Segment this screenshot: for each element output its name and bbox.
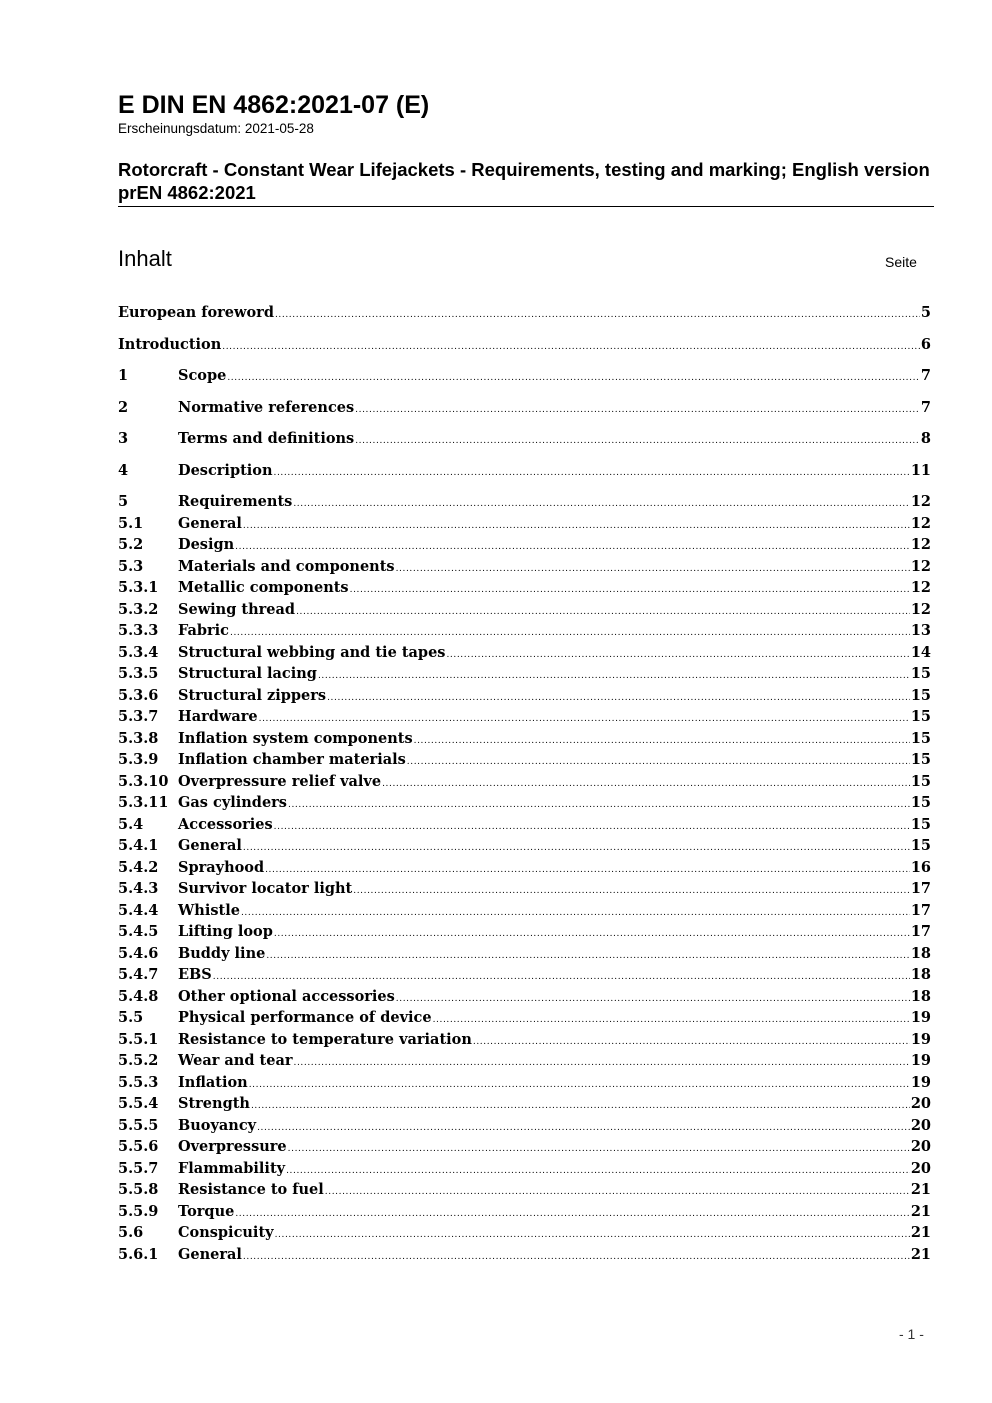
- toc-entry-page: 19: [910, 1030, 931, 1048]
- toc-entry-page: 5: [920, 304, 931, 321]
- toc-entry[interactable]: [118, 1179, 931, 1201]
- toc-dot-leader: [353, 879, 910, 903]
- toc-entry-number: 5.4.4: [118, 901, 159, 919]
- toc-entry[interactable]: [118, 706, 931, 728]
- document-id: E DIN EN 4862:2021-07 (E): [118, 91, 430, 119]
- table-of-contents: [118, 302, 931, 1265]
- toc-entry-number: 5.3.4: [118, 643, 159, 661]
- toc-entry-page: 6: [920, 335, 931, 353]
- toc-heading: Inhalt: [118, 246, 172, 271]
- toc-entry-number: 5.3.10: [118, 772, 169, 790]
- toc-entry-label: Lifting loop: [178, 923, 273, 940]
- toc-entry[interactable]: [118, 1115, 931, 1137]
- toc-entry[interactable]: [118, 792, 931, 814]
- toc-entry-page: 15: [910, 751, 931, 768]
- toc-entry-page: 8: [920, 430, 931, 447]
- toc-entry-page: 18: [910, 987, 931, 1005]
- toc-entry[interactable]: [118, 1158, 931, 1180]
- toc-dot-leader: [288, 1137, 910, 1161]
- toc-entry-label: Buoyancy: [178, 1116, 257, 1134]
- toc-entry-page: 17: [910, 901, 931, 919]
- toc-dot-leader: [433, 1008, 910, 1032]
- toc-entry-page: 19: [910, 1073, 931, 1091]
- toc-dot-leader: [288, 793, 910, 817]
- toc-entry[interactable]: [118, 728, 931, 750]
- toc-entry-label: Conspicuity: [178, 1224, 274, 1241]
- toc-entry[interactable]: [118, 943, 931, 965]
- toc-entry-number: 5.4.2: [118, 858, 159, 876]
- toc-entry-number: 5.3.3: [118, 622, 159, 639]
- toc-entry-label: General: [178, 514, 242, 532]
- toc-entry-label: EBS: [178, 966, 212, 983]
- toc-entry[interactable]: [118, 620, 931, 642]
- toc-entry-number: 5.1: [118, 514, 144, 532]
- toc-entry-page: 14: [910, 643, 931, 661]
- toc-entry-label: Other optional accessories: [178, 987, 395, 1005]
- toc-entry-label: General: [178, 837, 242, 854]
- toc-entry-page: 15: [910, 729, 931, 747]
- toc-entry[interactable]: [118, 900, 931, 922]
- toc-entry[interactable]: [118, 302, 931, 324]
- toc-dot-leader: [274, 815, 910, 839]
- toc-entry[interactable]: [118, 1136, 931, 1158]
- toc-entry-label: General: [178, 1245, 242, 1263]
- toc-entry-number: 5.3.6: [118, 686, 159, 704]
- toc-dot-leader: [446, 643, 909, 667]
- toc-entry-number: 5.5.2: [118, 1052, 159, 1069]
- toc-entry-label: Torque: [178, 1202, 235, 1220]
- toc-entry[interactable]: [118, 771, 931, 793]
- toc-entry-number: 5.5.6: [118, 1138, 159, 1155]
- toc-entry-label: Normative references: [178, 398, 355, 416]
- toc-entry-label: Flammability: [178, 1159, 286, 1177]
- toc-dot-leader: [407, 750, 910, 774]
- toc-entry[interactable]: [118, 577, 931, 599]
- toc-entry-number: 3: [118, 430, 129, 447]
- toc-dot-leader: [227, 366, 920, 390]
- toc-entry-label: Structural lacing: [178, 665, 317, 682]
- toc-entry-label: Fabric: [178, 622, 230, 639]
- toc-entry-label: Gas cylinders: [178, 794, 287, 811]
- toc-entry-page: 18: [910, 944, 931, 962]
- toc-entry[interactable]: [118, 491, 931, 513]
- toc-entry-number: 5.5.1: [118, 1030, 159, 1048]
- toc-entry-number: 5.3.9: [118, 751, 159, 768]
- toc-dot-leader: [382, 772, 910, 796]
- toc-dot-leader: [235, 1202, 909, 1226]
- toc-dot-leader: [414, 729, 910, 753]
- toc-entry-page: 12: [910, 579, 931, 596]
- toc-entry-number: 5.3.2: [118, 600, 159, 618]
- toc-entry-label: Resistance to fuel: [178, 1181, 324, 1198]
- toc-entry-number: 5.3.7: [118, 708, 159, 725]
- toc-entry[interactable]: [118, 1050, 931, 1072]
- toc-entry[interactable]: [118, 857, 931, 879]
- toc-entry-page: 16: [910, 858, 931, 876]
- toc-dot-leader: [396, 987, 910, 1011]
- toc-dot-leader: [243, 1245, 910, 1269]
- toc-entry[interactable]: [118, 1222, 931, 1244]
- toc-entry[interactable]: [118, 814, 931, 836]
- toc-entry-label: Strength: [178, 1095, 250, 1112]
- toc-page-column-label: Seite: [885, 254, 917, 270]
- toc-dot-leader: [243, 514, 910, 538]
- toc-entry-page: 15: [910, 815, 931, 833]
- toc-dot-leader: [318, 664, 910, 688]
- toc-dot-leader: [222, 335, 920, 359]
- toc-entry-page: 12: [910, 600, 931, 618]
- toc-entry-page: 7: [920, 367, 931, 384]
- toc-entry-page: 12: [910, 536, 931, 553]
- toc-dot-leader: [293, 492, 910, 516]
- publication-date: Erscheinungsdatum: 2021-05-28: [118, 121, 314, 136]
- toc-entry[interactable]: [118, 1072, 931, 1094]
- toc-entry-page: 11: [910, 461, 931, 479]
- toc-entry[interactable]: [118, 663, 931, 685]
- toc-entry-number: 5.3.5: [118, 665, 159, 682]
- toc-entry-number: 5.4.6: [118, 944, 159, 962]
- toc-entry[interactable]: [118, 365, 931, 387]
- toc-entry-label: Inflation: [178, 1073, 248, 1091]
- toc-entry-label: Sewing thread: [178, 600, 296, 618]
- toc-entry-page: 12: [910, 514, 931, 532]
- toc-entry-number: 5.5.3: [118, 1073, 159, 1091]
- toc-dot-leader: [355, 429, 920, 453]
- toc-entry-label: Overpressure relief valve: [178, 772, 382, 790]
- toc-entry-page: 15: [910, 837, 931, 854]
- toc-entry-label: Physical performance of device: [178, 1009, 432, 1026]
- toc-entry-number: 5.4: [118, 815, 144, 833]
- toc-entry[interactable]: [118, 534, 931, 556]
- toc-entry-label: Wear and tear: [178, 1052, 293, 1069]
- toc-entry-page: 21: [910, 1202, 931, 1220]
- toc-entry[interactable]: [118, 1201, 931, 1223]
- toc-dot-leader: [296, 600, 910, 624]
- toc-entry-page: 15: [910, 794, 931, 811]
- toc-entry[interactable]: [118, 334, 931, 356]
- page-number: - 1 -: [899, 1326, 924, 1342]
- toc-entry-number: 5.5.8: [118, 1181, 159, 1198]
- toc-dot-leader: [241, 901, 910, 925]
- toc-entry-label: Requirements: [178, 493, 293, 510]
- toc-entry-number: 5.5.9: [118, 1202, 159, 1220]
- toc-entry-number: 5.4.3: [118, 880, 159, 897]
- toc-entry[interactable]: [118, 921, 931, 943]
- toc-entry-number: 1: [118, 367, 129, 384]
- toc-dot-leader: [325, 1180, 910, 1204]
- toc-entry-page: 15: [910, 708, 931, 725]
- toc-entry-label: Buddy line: [178, 944, 266, 962]
- toc-entry-label: Whistle: [178, 901, 240, 919]
- toc-entry-number: 5.4.1: [118, 837, 159, 854]
- toc-entry-number: 5.2: [118, 536, 144, 553]
- toc-entry-number: 2: [118, 398, 129, 416]
- toc-entry[interactable]: [118, 835, 931, 857]
- toc-entry-label: Resistance to temperature variation: [178, 1030, 472, 1048]
- toc-entry-page: 21: [910, 1181, 931, 1198]
- title-divider: [118, 206, 934, 207]
- toc-dot-leader: [355, 398, 920, 422]
- toc-entry[interactable]: [118, 1093, 931, 1115]
- document-title: Rotorcraft - Constant Wear Lifejackets - Requirements, testing and marking; English version prEN 4862:2021: [118, 159, 930, 203]
- toc-entry-number: 5.5.4: [118, 1095, 159, 1112]
- toc-entry-page: 15: [910, 665, 931, 682]
- toc-entry-label: Structural webbing and tie tapes: [178, 643, 446, 661]
- toc-entry-number: 5: [118, 493, 129, 510]
- toc-entry-label: Sprayhood: [178, 858, 265, 876]
- toc-entry[interactable]: [118, 685, 931, 707]
- toc-entry-number: 5.5.7: [118, 1159, 159, 1177]
- toc-entry-number: 5.3.1: [118, 579, 159, 596]
- toc-entry-page: 12: [910, 493, 931, 510]
- toc-entry-page: 15: [910, 686, 931, 704]
- toc-dot-leader: [257, 1116, 910, 1140]
- toc-entry-number: 5.4.5: [118, 923, 159, 940]
- toc-entry[interactable]: [118, 878, 931, 900]
- toc-entry-page: 20: [910, 1159, 931, 1177]
- toc-entry[interactable]: [118, 1007, 931, 1029]
- toc-entry-label: Materials and components: [178, 557, 395, 575]
- toc-entry-page: 20: [910, 1116, 931, 1134]
- toc-dot-leader: [473, 1030, 910, 1054]
- toc-entry-label: Inflation chamber materials: [178, 751, 406, 768]
- toc-entry-label: Hardware: [178, 708, 258, 725]
- toc-dot-leader: [266, 944, 909, 968]
- toc-dot-leader: [251, 1094, 910, 1118]
- toc-entry-page: 17: [910, 923, 931, 940]
- toc-dot-leader: [243, 836, 910, 860]
- toc-entry-number: 5.3.11: [118, 794, 169, 811]
- toc-entry-page: 20: [910, 1095, 931, 1112]
- toc-dot-leader: [265, 858, 910, 882]
- toc-entry-number: 5.4.7: [118, 966, 159, 983]
- toc-dot-leader: [275, 303, 920, 327]
- toc-dot-leader: [294, 1051, 910, 1075]
- toc-dot-leader: [286, 1159, 910, 1183]
- toc-entry-page: 17: [910, 880, 931, 897]
- toc-entry-label: Inflation system components: [178, 729, 413, 747]
- toc-entry-number: 5.3: [118, 557, 144, 575]
- toc-entry-page: 19: [910, 1009, 931, 1026]
- toc-entry-label: European foreword: [118, 304, 274, 321]
- toc-entry[interactable]: [118, 428, 931, 450]
- toc-entry-page: 21: [910, 1224, 931, 1241]
- toc-entry-label: Scope: [178, 367, 227, 384]
- toc-entry[interactable]: [118, 1029, 931, 1051]
- toc-entry-number: 5.5.5: [118, 1116, 159, 1134]
- toc-entry-label: Metallic components: [178, 579, 349, 596]
- toc-entry-page: 13: [910, 622, 931, 639]
- toc-entry-label: Introduction: [118, 335, 222, 353]
- toc-entry-label: Overpressure: [178, 1138, 287, 1155]
- toc-entry-number: 5.6.1: [118, 1245, 159, 1263]
- toc-dot-leader: [249, 1073, 910, 1097]
- toc-entry-page: 19: [910, 1052, 931, 1069]
- toc-entry-label: Structural zippers: [178, 686, 327, 704]
- toc-dot-leader: [327, 686, 910, 710]
- toc-entry-label: Description: [178, 461, 273, 479]
- toc-entry-label: Survivor locator light: [178, 880, 353, 897]
- toc-entry-page: 21: [910, 1245, 931, 1263]
- toc-entry[interactable]: [118, 599, 931, 621]
- toc-entry-number: 5.3.8: [118, 729, 159, 747]
- toc-entry-page: 7: [920, 398, 931, 416]
- toc-entry-number: 5.5: [118, 1009, 144, 1026]
- toc-entry[interactable]: [118, 986, 931, 1008]
- toc-entry[interactable]: [118, 1244, 931, 1266]
- toc-entry[interactable]: [118, 513, 931, 535]
- toc-dot-leader: [274, 461, 910, 485]
- toc-entry-number: 5.4.8: [118, 987, 159, 1005]
- toc-entry[interactable]: [118, 749, 931, 771]
- toc-dot-leader: [275, 1223, 910, 1247]
- toc-dot-leader: [396, 557, 910, 581]
- toc-entry-page: 12: [910, 557, 931, 575]
- toc-entry[interactable]: [118, 964, 931, 986]
- toc-entry-number: 5.6: [118, 1224, 144, 1241]
- toc-entry-page: 18: [910, 966, 931, 983]
- toc-entry-number: 4: [118, 461, 129, 479]
- toc-entry[interactable]: [118, 642, 931, 664]
- toc-entry-label: Accessories: [178, 815, 273, 833]
- toc-entry[interactable]: [118, 556, 931, 578]
- toc-entry[interactable]: [118, 460, 931, 482]
- toc-entry[interactable]: [118, 397, 931, 419]
- toc-entry-label: Design: [178, 536, 235, 553]
- toc-entry-page: 15: [910, 772, 931, 790]
- toc-dot-leader: [274, 922, 910, 946]
- toc-entry-label: Terms and definitions: [178, 430, 355, 447]
- toc-entry-page: 20: [910, 1138, 931, 1155]
- toc-dot-leader: [350, 578, 910, 602]
